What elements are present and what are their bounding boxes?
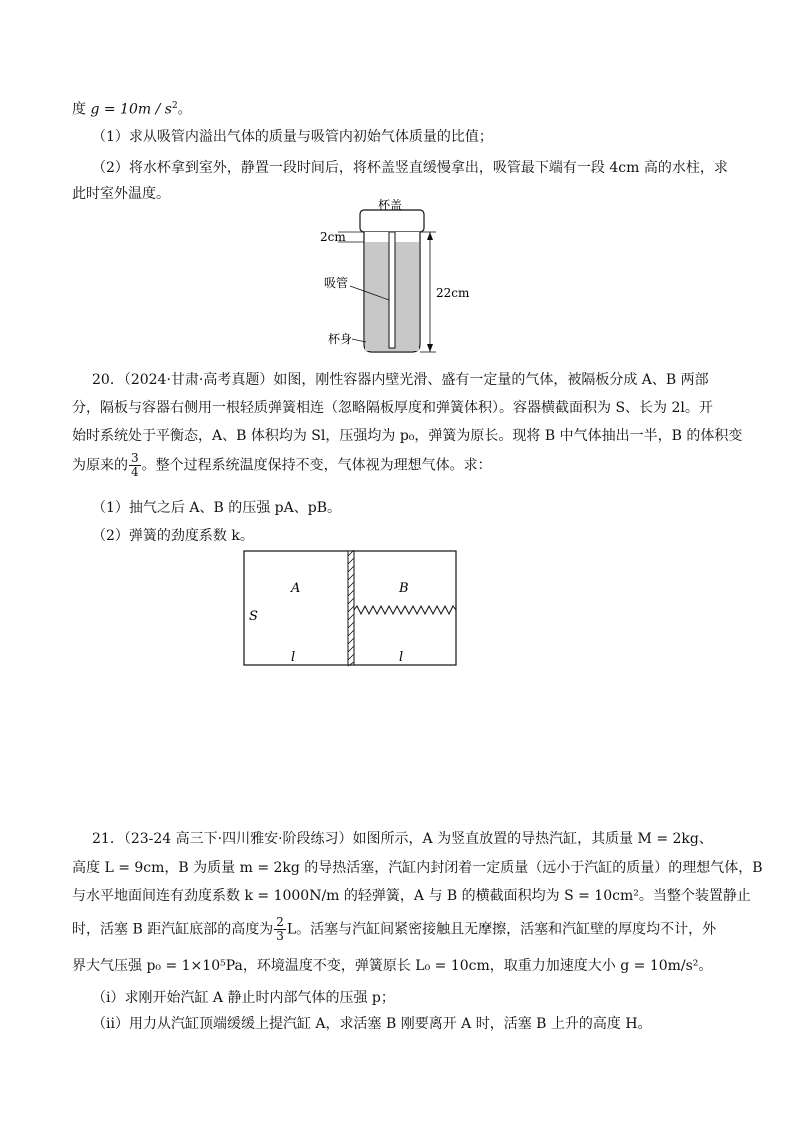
q21-line2: 高度 L = 9cm，B 为质量 m = 2kg 的导热活塞，汽缸内封闭着一定质量（远小于汽缸的质量）的理想气体，B bbox=[72, 860, 763, 876]
q21-line4 bbox=[72, 916, 716, 943]
label-s: S bbox=[249, 609, 258, 624]
q21-frac-num: 2 bbox=[276, 915, 284, 929]
label-a: A bbox=[291, 581, 301, 596]
q19-part2-line1: （2）将水杯拿到室外，静置一段时间后，将杯盖竖直缓慢拿出，吸管最下端有一段 4cm 高的水柱，求 bbox=[92, 160, 728, 176]
q19-g-value: g = 10m / s bbox=[90, 101, 172, 118]
q21-frac-den: 3 bbox=[276, 929, 284, 943]
q19-cup-figure bbox=[320, 196, 500, 356]
cup-straw bbox=[389, 232, 395, 348]
cup-straw-label: 吸管 bbox=[324, 276, 349, 290]
cup-gap-label: 2cm bbox=[320, 230, 346, 244]
q19-g-sup: 2 bbox=[171, 101, 178, 111]
q20-line2: 分，隔板与容器右侧用一根轻质弹簧相连（忽略隔板厚度和弹簧体积）。容器横截面积为 S、长为 2l。开 bbox=[72, 400, 713, 416]
partition-plate bbox=[348, 551, 354, 665]
q21-fraction bbox=[274, 916, 286, 943]
q20-line4-prefix: 为原来的 bbox=[72, 457, 128, 474]
q21-line5: 界大气压强 p₀ = 1×10⁵Pa，环境温度不变，弹簧原长 L₀ = 10cm，取重力加速度大小 g = 10m/s²。 bbox=[72, 958, 713, 974]
cup-height-label: 22cm bbox=[436, 286, 470, 300]
q19-part2-line2: 此时室外温度。 bbox=[72, 186, 170, 202]
label-l-right: l bbox=[399, 650, 404, 665]
q20-part1: （1）抽气之后 A、B 的压强 pA、pB。 bbox=[92, 500, 341, 516]
q21-line3: 与水平地面间连有劲度系数 k = 1000N/m 的轻弹簧，A 与 B 的横截面积均为 S = 10cm²。当整个装置静止 bbox=[72, 888, 751, 904]
q20-container-figure bbox=[243, 550, 463, 668]
label-l-left: l bbox=[291, 650, 296, 665]
q21-part1: （i）求刚开始汽缸 A 静止时内部气体的压强 p； bbox=[92, 990, 395, 1006]
q20-fraction bbox=[129, 452, 141, 479]
q20-line4-suffix: 。整个过程系统温度保持不变，气体视为理想气体。求： bbox=[141, 457, 492, 474]
q20-line1: 20．（2024·甘肃·高考真题）如图，刚性容器内壁光滑、盛有一定量的气体，被隔板分成 A、B 两部 bbox=[92, 372, 709, 388]
cup-lid-label: 杯盖 bbox=[378, 198, 403, 212]
q20-line3: 始时系统处于平衡态，A、B 体积均为 Sl，压强均为 p₀，弹簧为原长。现将 B 中气体抽出一半，B 的体积变 bbox=[72, 428, 743, 444]
q20-part2: （2）弹簧的劲度系数 k。 bbox=[92, 528, 254, 544]
q21-line4-suffix: L。活塞与汽缸间紧密接触且无摩擦，活塞和汽缸壁的厚度均不计，外 bbox=[286, 921, 717, 938]
q21-line4-prefix: 时，活塞 B 距汽缸底部的高度为 bbox=[72, 921, 274, 938]
q20-frac-num: 3 bbox=[131, 451, 139, 465]
cup-lid bbox=[360, 210, 424, 232]
q19-gravity-line bbox=[72, 96, 192, 120]
q19-g-prefix: 度 bbox=[72, 101, 91, 118]
label-b: B bbox=[399, 581, 409, 596]
q20-line4 bbox=[72, 452, 492, 479]
q21-part2: （ii）用力从汽缸顶端缓缓上提汽缸 A，求活塞 B 刚要离开 A 时，活塞 B 上升的高度 H。 bbox=[92, 1016, 652, 1032]
q19-g-suffix: 。 bbox=[177, 101, 192, 118]
q19-part1: （1）求从吸管内溢出气体的质量与吸管内初始气体质量的比值； bbox=[92, 129, 493, 145]
q20-frac-den: 4 bbox=[131, 465, 139, 479]
q21-line1: 21．（23-24 高三下·四川雅安·阶段练习）如图所示，A 为竖直放置的导热汽缸，其质量 M = 2kg、 bbox=[92, 831, 713, 847]
cup-body-label: 杯身 bbox=[328, 332, 353, 346]
